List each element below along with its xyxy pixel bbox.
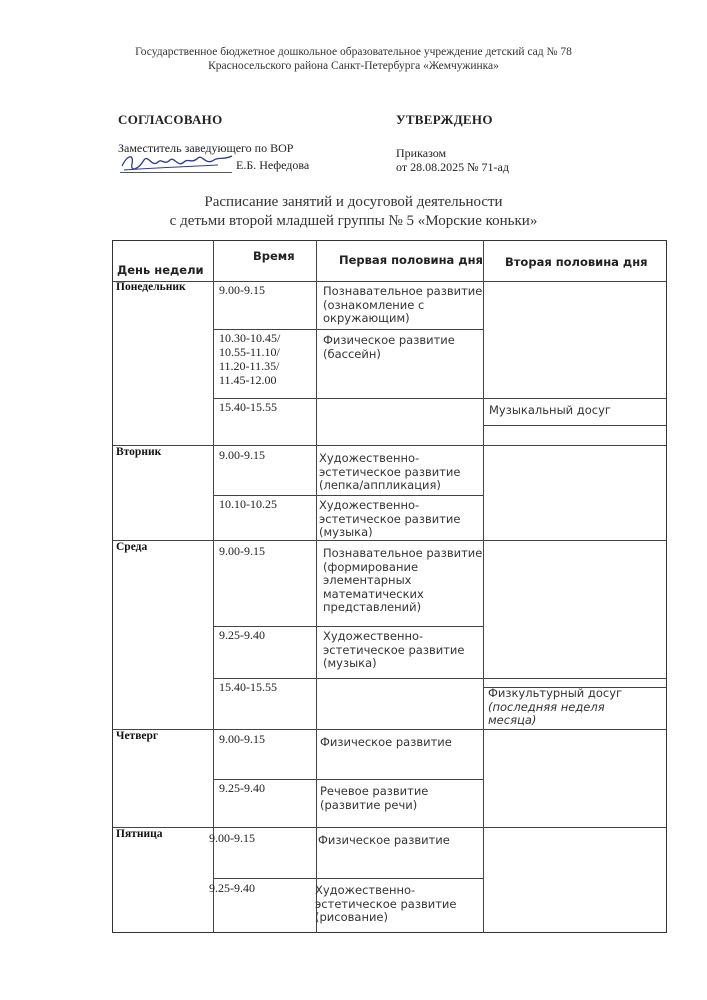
day-tuesday: Вторник	[116, 446, 162, 458]
subject-fri-2: Художественно- эстетическое развитие (рисование)	[315, 883, 457, 924]
schedule-title-line1: Расписание занятий и досуговой деятельности	[204, 194, 503, 210]
subject-tue-2: Художественно- эстетическое развитие (музыка)	[319, 498, 461, 539]
order-date: от 28.08.2025 № 71-ад	[396, 160, 509, 174]
day-monday: Понедельник	[116, 281, 186, 293]
header-day: День недели	[117, 263, 204, 277]
org-name-line1: Государственное бюджетное дошкольное образовательное учреждение детский сад № 78	[135, 46, 572, 58]
header-time: Время	[253, 249, 295, 263]
subject-fri-1: Физическое развитие	[318, 833, 450, 847]
agreed-title: СОГЛАСОВАНО	[118, 112, 223, 127]
time-thu-2: 9.25-9.40	[219, 781, 265, 795]
header-second-half: Вторая половина дня	[505, 255, 648, 269]
time-mon-2: 10.30-10.45/ 10.55-11.10/ 11.20-11.35/ 11.45-12.00	[219, 331, 281, 387]
deputy-name: Е.Б. Нефедова	[236, 158, 310, 172]
time-wed-3: 15.40-15.55	[219, 680, 277, 694]
time-wed-1: 9.00-9.15	[219, 544, 265, 558]
subject-thu-1: Физическое развитие	[320, 735, 452, 749]
time-fri-1: 9.00-9.15	[209, 831, 255, 845]
time-wed-2: 9.25-9.40	[219, 628, 265, 642]
day-thursday: Четверг	[116, 730, 159, 742]
time-mon-1: 9.00-9.15	[219, 283, 265, 297]
time-tue-1: 9.00-9.15	[219, 448, 265, 462]
schedule-title-line2: с детьми второй младшей группы № 5 «Морские коньки»	[169, 213, 538, 229]
schedule-table	[112, 240, 667, 933]
deputy-position: Заместитель заведующего по ВОР	[118, 141, 294, 155]
signature-line	[120, 172, 232, 173]
order-label: Приказом	[396, 146, 447, 160]
time-mon-3: 15.40-15.55	[219, 400, 277, 414]
subject-wed-2: Художественно- эстетическое развитие (музыка)	[323, 629, 465, 670]
day-friday: Пятница	[116, 828, 163, 840]
time-thu-1: 9.00-9.15	[219, 732, 265, 746]
subject-wed-1: Познавательное развитие (формирование элементарных математических представлений)	[323, 546, 483, 614]
approved-title: УТВЕРЖДЕНО	[396, 112, 493, 127]
header-first-half: Первая половина дня	[339, 253, 483, 267]
subject-tue-1: Художественно- эстетическое развитие (лепка/аппликация)	[319, 451, 461, 492]
second-mon-3: Музыкальный досуг	[489, 403, 611, 417]
subject-mon-2: Физическое развитие (бассейн)	[323, 333, 455, 361]
time-fri-2: 9.25-9.40	[209, 881, 255, 895]
day-wednesday: Среда	[116, 541, 148, 553]
second-wed-3: Физкультурный досуг (последняя неделя месяца)	[488, 686, 623, 727]
org-name-line2: Красносельского района Санкт-Петербурга «Жемчужинка»	[208, 60, 499, 72]
subject-mon-1: Познавательное развитие (ознакомление с окружающим)	[323, 284, 483, 325]
subject-thu-2: Речевое развитие (развитие речи)	[320, 784, 429, 812]
time-tue-2: 10.10-10.25	[219, 497, 277, 511]
